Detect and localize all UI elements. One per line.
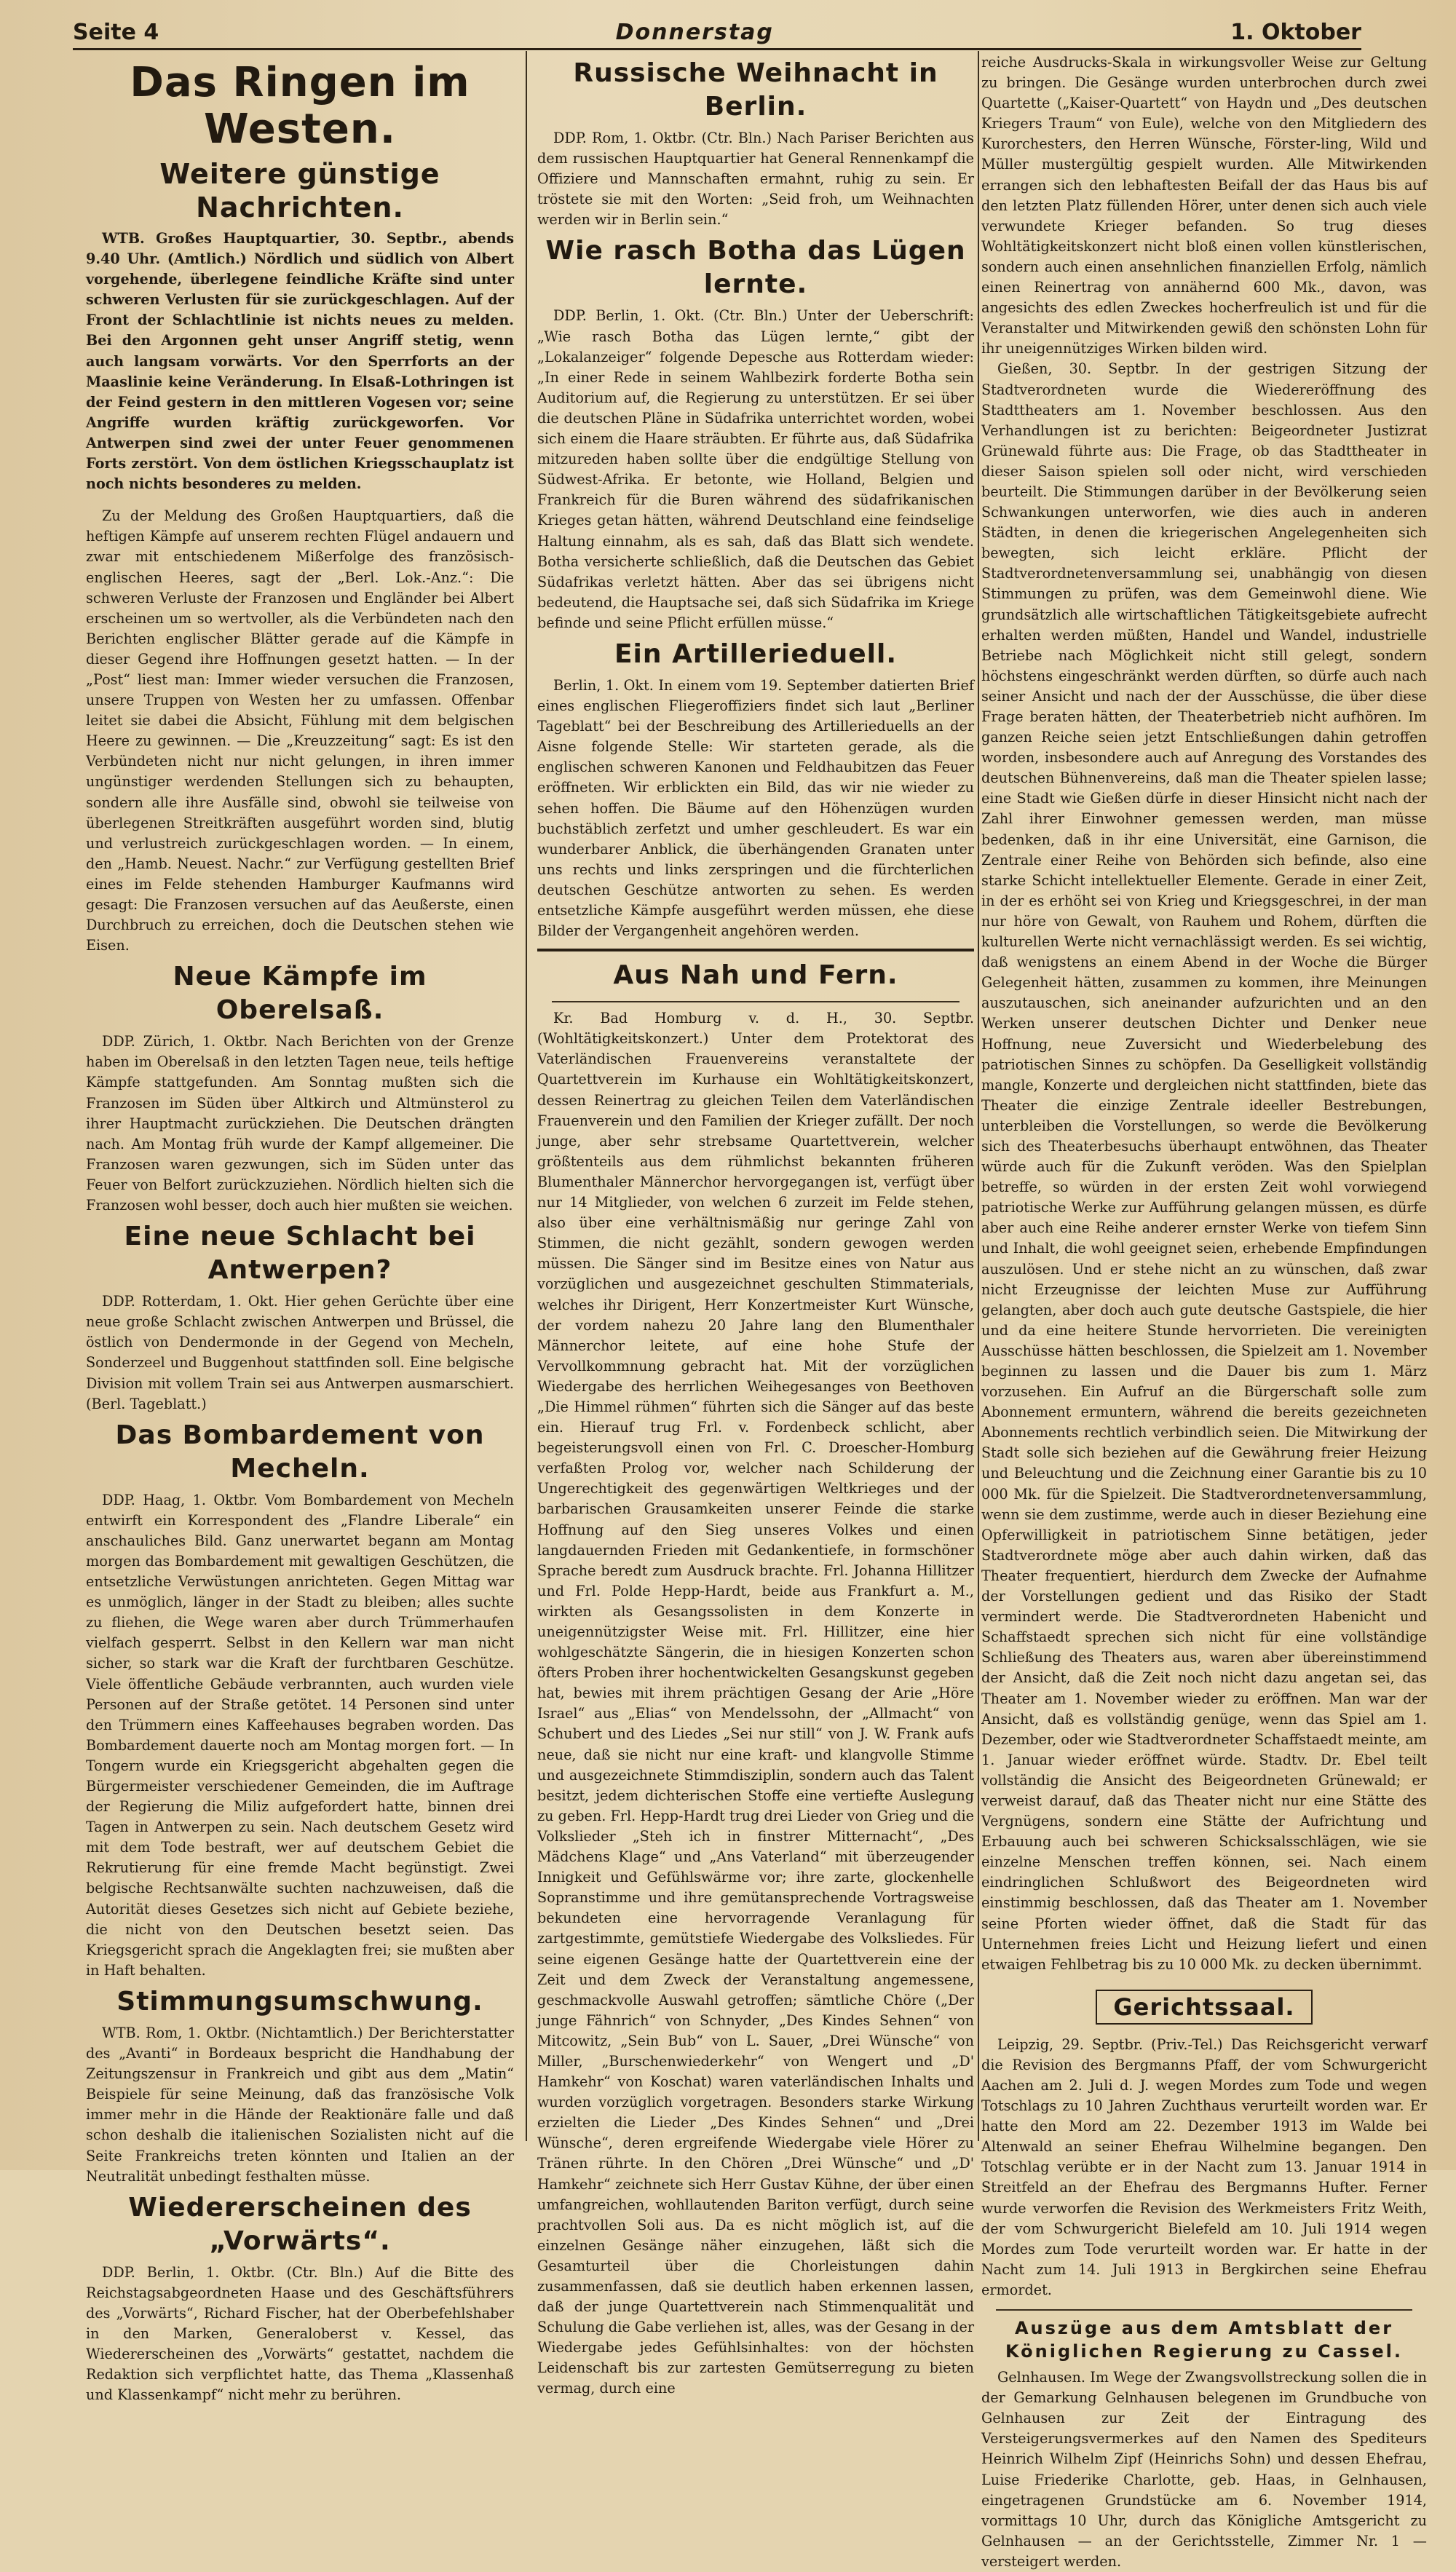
section-divider [537,949,974,951]
headline-botha: Wie rasch Botha das Lügen lernte. [545,236,966,300]
article-antwerpen: DDP. Rotterdam, 1. Okt. Hier gehen Gerüchte über eine neue große Schlacht zwischen Antwerpen und Brüssel, die östlich von Dendermonde in der Gegend von Mecheln, Sonderzeel und Buggenhout stattfinden soll. Eine belgische Division mit vollem Train sei aus Antwerpen ausmarschiert. (Berl. Tageblatt.) [86,1293,514,1412]
headline-weitere: Weitere günstige Nachrichten. [159,158,440,223]
article-vorwaerts: DDP. Berlin, 1. Oktbr. (Ctr. Bln.) Auf die Bitte des Reichstagsabgeordneten Haase und des Geschäftsführers des „Vorwärts“, Richard Fischer, hat der Oberbefehlshaber in den Marken, Generaloberst v. Kessel, das Wiedererscheinen des „Vorwärts“ gestattet, nachdem die Redaktion sich verpflichtet hatte, das Thema „Klassenhaß und Klassenkampf“ nicht mehr zu berühren. [86,2263,514,2404]
headline-ringen: Das Ringen im Westen. [130,59,470,153]
headline-weihnacht: Russische Weihnacht in Berlin. [573,58,938,122]
headline-vorwaerts: Wiedererscheinen des „Vorwärts“. [128,2192,472,2256]
headline-amtsblatt: Auszüge aus dem Amtsblatt der Königlichen Regierung zu Cassel. [1005,2318,1404,2362]
page-header [73,16,1361,50]
article-weihnacht: DDP. Rom, 1. Oktbr. (Ctr. Bln.) Nach Pariser Berichten aus dem russischen Hauptquartier hat General Rennenkampf die Offiziere und Mannschaften ermahnt, ruhig zu sein. Er tröstete sie mit den Worten: „Seid froh, um Weihnachten werden wir in Berlin sein.“ [537,130,974,229]
article-meldung: Zu der Meldung des Großen Hauptquartiers, daß die heftigen Kämpfe auf unserem rechten Flügel andauern und zwar mit entschiedenem Mißerfolge des französisch-englischen Heeres, sagt der „Berl. Lok.-Anz.“: Die schweren Verluste der Franzosen und Engländer bei Albert erscheinen um so wertvoller, als die Verbündeten nach den Berichten englischer Blätter gerade auf die Kämpfe in dieser Gegend ihre Hoffnungen gesetzt hatten. — In der „Post“ liest man: Immer wieder versuchen die Franzosen, unsere Truppen von Westen her zu umfassen. Offenbar leitet sie dabei die Absicht, Fühlung mit dem belgischen Heere zu gewinnen. — Die „Kreuzzeitung“ sagt: Es ist den Verbündeten nicht nur nicht gelungen, in ihren immer ungünstiger werdenden Stellungen sich zu behaupten, sondern alle ihre Ausfälle sind, obwohl sie teilweise von überlegenen Streitkräften ausgeführt worden sind, blutig und verlustreich zurückgeschlagen worden. — In einem, den „Hamb. Neuest. Nachr.“ zur Verfügung gestellten Brief eines im Felde stehenden Hamburger Kaufmanns wird gesagt: Die Franzosen versuchen auf das Aeußerste, einen Durchbruch zu erreichen, doch die Deutschen stehen wie Eisen. [86,507,514,954]
article-mecheln: DDP. Haag, 1. Oktbr. Vom Bombardement von Mecheln entwirft ein Korrespondent des „Flandre Liberale“ ein anschauliches Bild. Ganz unerwartet begann am Montag morgen das Bombardement mit gewaltigen Geschützen, die entsetzliche Verwüstungen anrichteten. Gegen Mittag war es unmöglich, länger in der Stadt zu bleiben; alles suchte zu fliehen, die Wege waren aber durch Trümmerhaufen vielfach gesperrt. Selbst in den Kellern war man nicht sicher, so stark war die Kraft der furchtbaren Geschütze. Viele öffentliche Gebäude verbrannten, auch wurden viele Personen auf der Straße getötet. 14 Personen sind unter den Trümmern eines Kaffeehauses begraben worden. Das Bombardement dauerte noch am Montag morgen fort. — In Tongern wurde ein Kriegsgericht abgehalten gegen die Bürgermeister verschiedener Gemeinden, die im Auftrage der Regierung die Miliz aufgefordert hatte, binnen drei Tagen in Antwerpen zu sein. Nach deutschem Gesetz wird mit dem Tode bestraft, wer auf deutschem Gebiet die Rekrutierung für eine fremde Macht begünstigt. Zwei belgische Rechtsanwälte suchten nachzuweisen, daß die Autorität dieses Gesetzes sich nicht auf Gebiete beziehe, die nicht von den Deutschen besetzt seien. Das Kriegsgericht sprach die Angeklagten frei; sie mußten aber in Haft behalten. [86,1491,514,1979]
column-1 [86,52,514,2404]
headline-stimmung: Stimmungsumschwung. [116,1986,483,2017]
headline-gerichtssaal: Gerichtssaal. [1096,1990,1312,2025]
article-artillerie: Berlin, 1. Okt. In einem vom 19. September datierten Brief eines englischen Fliegeroffiziers findet sich laut „Berliner Tageblatt“ bei der Beschreibung des Artillerieduells an der Aisne folgende Stelle: Wir starteten gerade, als die englischen schweren Kanonen und Feldhaubitzen das Feuer eröffneten. Wir erblickten ein Bild, das wir nie wieder zu sehen hoffen. Die Bäume auf den Höhenzügen wurden buchstäblich zerfetzt und umher geschleudert. Es war ein wunderbarer Anblick, die überhängenden Granaten unter uns rechts und links zerspringen und die fürchterlichen deutschen Geschütze antworten zu sehen. Es werden entsetzliche Kämpfe ausgeführt werden müssen, ehe diese Bilder der Vergangenheit angehören werden. [537,676,974,940]
headline-nah-fern: Aus Nah und Fern. [613,960,898,991]
article-leipzig: Leipzig, 29. Septbr. (Priv.-Tel.) Das Reichsgericht verwarf die Revision des Bergmanns Pfaff, der vom Schwurgericht Aachen am 2. Juli d. J. wegen Mordes zum Tode und wegen Totschlags zu 10 Jahren Zuchthaus verurteilt worden war. Er hatte den Mord am 22. Dezember 1913 im Walde bei Altenwald an seiner Ehefrau Wilhelmine begangen. Den Totschlag verübte er in der Nacht zum 13. Januar 1914 in Streitfeld an der Ehefrau des Bergmanns Hufter. Ferner wurde verworfen die Revision des Werkmeisters Fritz Weith, der vom Schwurgericht Bielefeld am 10. Juli 1914 wegen Mordes zum Tode verurteilt worden war. Er hatte in der Nacht zum 14. Juli 1913 in Bergkirchen seine Ehefrau ermordet. [981,2035,1427,2298]
column-3 [981,52,1427,2570]
page-number: Seite 4 [73,19,159,45]
article-gelnhausen: Gelnhausen. Im Wege der Zwangsvollstreckung sollen die in der Gemarkung Gelnhausen belegenen im Grundbuche von Gelnhausen zur Zeit der Eintragung des Versteigerungsvermerkes auf den Namen des Spediteurs Heinrich Wilhelm Zipf (Heinrichs Sohn) und dessen Ehefrau, Luise Friederike Charlotte, geb. Haas, in Gelnhausen, eingetragenen Grundstücke am 6. November 1914, vormittags 10 Uhr, durch das Königliche Amtsgericht zu Gelnhausen — an der Gerichtsstelle, Zimmer Nr. 1 — versteigert werden. [981,2369,1427,2570]
section-divider [996,2309,1412,2311]
article-homburg-cont: reiche Ausdrucks-Skala in wirkungsvoller Weise zur Geltung zu bringen. Die Gesänge wurden unterbrochen durch zwei Quartette („Kaiser-Quartett“ von Haydn und „Des deutschen Kriegers Traum“ von Eule), welche von den Mitgliedern des Kurorchesters, den Herren Wünsche, Förster-ling, Wild und Müller mustergültig gespielt wurden. Alle Mitwirkenden errangen sich den lebhaftesten Beifall der das Haus bis auf den letzten Platz füllenden Hörer, unter denen sich auch viele verwundete Krieger befanden. So trug dieses Wohltätigkeitskonzert nicht bloß einen vollen künstlerischen, sondern auch einen ansehnlichen finanziellen Erfolg, nämlich einen Reinertrag von annähernd 600 Mk., davon, was angesichts des edlen Zweckes hocherfreulich ist und für die Veranstalter und Mitwirkenden gewiß den schönsten Lohn für ihr uneigennütziges Wirken bilden wird. [981,54,1427,357]
column-2 [537,52,974,2397]
article-oberelsass: DDP. Zürich, 1. Oktbr. Nach Berichten von der Grenze haben im Oberelsaß in den letzten Tagen neue, teils heftige Kämpfe stattgefunden. Am Sonntag mußten sich die Franzosen im Süden über Altkirch und Altmünsterol zu ihrer Hauptmacht zurückziehen. Die Deutschen drängten nach. Am Montag früh wurde der Kampf allgemeiner. Die Franzosen waren gezwungen, sich im Süden unter das Feuer von Belfort zurückzuziehen. Nördlich hielten sich die Franzosen wohl besser, doch auch hier mußten sie weichen. [86,1033,514,1214]
headline-antwerpen: Eine neue Schlacht bei Antwerpen? [124,1222,476,1286]
column-rule [526,51,527,2141]
weekday: Donnerstag [615,19,774,45]
headline-mecheln: Das Bombardement von Mecheln. [115,1420,485,1484]
article-giessen: Gießen, 30. Septbr. In der gestrigen Sitzung der Stadtverordneten wurde die Wiedereröffnung des Stadttheaters am 1. November beschlossen. Aus den Verhandlungen ist zu berichten: Beigeordneter Justizrat Grünewald führte aus: Die Frage, ob das Stadttheater in dieser Saison spielen soll oder nicht, wird verschieden beurteilt. Die Stimmungen darüber in der Bevölkerung seien Schwankungen unterworfen, wie dies auch in anderen Städten, in denen die kriegerischen Angelegenheiten sich bewegten, sich leicht erkläre. Pflicht der Stadtverordnetenversammlung sei, unabhängig von diesen Stimmungen zu prüfen, was dem Gemeinwohl diene. Wie grundsätzlich alle wirtschaftlichen Tätigkeitsgebiete aufrecht erhalten werden müßten, Handel und Wandel, industrielle Betriebe nach Möglichkeit nicht still gelegt, sondern höchstens eingeschränkt werden dürften, so dürfe auch nach seiner Ansicht und nach der der Ausschüsse, die über diese Frage beraten hätten, der Theaterbetrieb nicht aufhören. Im ganzen Reiche seien jetzt Entschließungen dahin getroffen worden, insbesondere auch auf Anregung des Vorstandes des deutschen Bühnenvereins, daß man die Theater spielen lasse; eine Stadt wie Gießen dürfe in dieser Hinsicht nicht nach der Zahl ihrer Einwohner gemessen werden, man müsse bedenken, daß in ihr eine Universität, eine Garnison, die Zentrale einer Reihe von Behörden sich befinde, also eine starke Schicht intellektueller Elemente. Gerade in einer Zeit, in der es erhöht sei von Krieg und Kriegsgeschrei, in der man nur höre von Gewalt, von Rauhem und Rohem, dürften die kulturellen Werte nicht vernachlässigt werden. Es sei wichtig, daß wenigstens an einem Abend in der Woche die Bürger Gelegenheit hätten, zusammen zu kommen, ihre Meinungen auszutauschen, sich aneinander aufzurichten und an den Werken unserer deutschen Dichter und Denker neue Hoffnung, neue Zuversicht und Wiederbelebung des patriotischen Sinnes zu schöpfen. Da Geselligkeit vollständig mangle, Konzerte und dergleichen nicht stattfinden, biete das Theater die einzige Zentrale ideeller Bestrebungen, unterbleiben die Vorstellungen, so werde die Bevölkerung sich des Theaterbesuchs überhaupt entwöhnen, das Theater würde auch für die Zukunft veröden. Was den Spielplan betreffe, so würden in der ersten Zeit wohl vorwiegend patriotische Werke zur Aufführung gelangen müssen, es dürfe aber auch eine Reihe anderer ernster Werke von tiefem Sinn und Inhalt, die wohl geeignet seien, erhebende Empfindungen auszulösen. Und er stehe nicht an zu wünschen, daß zwar nicht Erzeugnisse der leichten Muse zur Aufführung gelangten, aber doch auch gute deutsche Gastspiele, die hier und da eine heitere Stunde hervorrieten. Die vereinigten Ausschüsse hätten beschlossen, die Spielzeit am 1. November beginnen zu lassen und die Dauer bis zum 1. März vorzusehen. Ein Aufruf an die Bürgerschaft solle zum Abonnement ermuntern, während die bereits gezeichneten Abonnements rechtlich verbindlich seien. Die Mitwirkung der Stadt solle sich beziehen auf die Gewährung freier Heizung und Beleuchtung und die Zeichnung einer Garantie bis zu 10 000 Mk. für die Spielzeit. Die Stadtverordnetenversammlung, wenn sie dem zustimme, werde auch in dieser Beziehung eine Opferwilligkeit in patriotischem Sinne betätigen, jeder Stadtverordnete möge aber auch dahin wirken, daß das Theater frequentiert, hierdurch dem Zwecke der Aufnahme der Vorstellungen gedient und das Risiko der Stadt vermindert werde. Die Stadtverordneten Habenicht und Schaffstaedt sprechen sich nicht für eine vollständige Schließung des Theaters aus, waren aber übereinstimmend der Ansicht, daß die Zeit noch nicht dazu angetan sei, das Theater am 1. November wieder zu eröffnen. Man war der Ansicht, daß es vollständig genüge, wenn das Spiel am 1. Dezember, oder wie Stadtverordneter Schaffstaedt meinte, am 1. Januar wieder eröffnet würde. Stadtv. Dr. Ebel teilt vollständig die Ansicht des Beigeordneten Grünewald; er verweist darauf, daß das Theater nicht nur eine Stätte des Vergnügens, sondern eine Stätte der Aufrichtung und Erbauung auch bei schweren Schicksalsschlägen, wie sie einzelne Menschen treffen können, sei. Nach einem eindringlichen Schlußwort des Beigeordneten wird einstimmig beschlossen, daß das Theater am 1. November seine Pforten wieder öffnet, daß die Stadt für das Unternehmen freies Licht und Heizung liefert und einen etwaigen Fehlbetrag bis zu 10 000 Mk. zu decken übernimmt. [981,360,1427,1973]
article-hauptquartier: WTB. Großes Hauptquartier, 30. Septbr., abends 9.40 Uhr. (Amtlich.) Nördlich und südlich von Albert vorgehende, überlegene feindliche Kräfte sind unter schweren Verlusten für sie zurückgeschlagen. Auf der Front der Schlachtlinie ist nichts neues zu melden. Bei den Argonnen geht unser Angriff stetig, wenn auch langsam vorwärts. Vor den Sperrforts an der Maaslinie keine Veränderung. In Elsaß-Lothringen ist der Feind gestern in den mittleren Vogesen vor; seine Angriffe wurden kräftig zurückgeworfen. Vor Antwerpen sind zwei der unter Feuer genommenen Forts zerstört. Von dem östlichen Kriegsschauplatz ist noch nichts besonderes zu melden. [86,230,514,493]
date: 1. Oktober [1230,19,1361,45]
gerichtssaal-box [981,1985,1427,2029]
headline-oberelsass: Neue Kämpfe im Oberelsaß. [173,962,427,1026]
article-homburg: Kr. Bad Homburg v. d. H., 30. Septbr. (Wohltätigkeitskonzert.) Unter dem Protektorat des Vaterländischen Frauenvereins veranstaltete der Quartettverein im Kurhause ein Wohltätigkeitskonzert, dessen Reinertrag zu gleichen Teilen dem Vaterländischen Frauenverein und den Familien der Krieger zufällt. Der noch junge, aber sehr strebsame Quartettverein, welcher größtenteils aus dem rühmlichst bekannten früheren Blumenthaler Männerchor hervorgegangen ist, verfügt über nur 14 Mitglieder, von welchen 6 zurzeit im Felde stehen, also über eine verhältnismäßig nur geringe Zahl von Stimmen, die nicht gezählt, sondern gewogen werden müssen. Die Sänger sind im Besitze eines von Natur aus vorzüglichen und ausgezeichnet geschulten Stimmaterials, welches ihr Dirigent, Herr Konzertmeister Kurt Wünsche, der vordem nahezu 20 Jahre lang den Blumenthaler Männerchor leitete, auf eine hohe Stufe der Vervollkommnung gebracht hat. Mit der vorzüglichen Wiedergabe des herrlichen Weihegesanges von Beethoven „Die Himmel rühmen“ führten sich die Sänger auf das beste ein. Hierauf trug Frl. v. Fordenbeck schlicht, aber begeisterungsvoll einen von Frl. C. Droescher-Homburg verfaßten Prolog vor, welcher nach Schilderung der Ungerechtigkeit des gegenwärtigen Weltkrieges und der barbarischen Grausamkeiten unserer Feinde die starke Hoffnung auf den Sieg unseres Volkes und einen langdauernden Frieden mit Gedankentiefe, in formschöner Sprache beredt zum Ausdruck brachte. Frl. Johanna Hillitzer und Frl. Polde Hepp-Hardt, beide aus Frankfurt a. M., wirkten als Gesangssolisten in dem Konzerte in uneigennützigster Weise mit. Frl. Hillitzer, eine hier wohlgeschätzte Sängerin, die in hiesigen Konzerten schon öfters Proben ihrer hochentwickelten Gesangskunst gegeben hat, bewies mit ihrem prächtigen Gesang der Arie „Höre Israel“ aus „Elias“ von Mendelssohn, der „Allmacht“ von Schubert und des Liedes „Sei nur still“ von J. W. Frank aufs neue, daß sie nicht nur eine kraft- und klangvolle Stimme und ausgezeichnete Stimmdisziplin, sondern auch das Talent besitzt, jedem dichterischen Stoffe eine vertiefte Auslegung zu geben. Frl. Hepp-Hardt trug drei Lieder von Grieg und die Volkslieder „Steh ich in finstrer Mitternacht“, „Des Mädchens Klage“ und „Ans Vaterland“ mit überzeugender Innigkeit und Gefühlswärme vor; ihre zarte, glockenhelle Sopranstimme und ihre gemütansprechende Vortragsweise bekundeten eine hervorragende Veranlagung für zartgestimmte, gemütstiefe Wiedergabe des Volksliedes. Für seine eigenen Gesänge hatte der Quartettverein eine der Zeit und dem Zweck der Veranstaltung angemessene, geschmackvolle Auswahl getroffen; sämtliche Chöre („Der junge Fähnrich“ von Schnyder, „Des Kindes Sehnen“ von Mitcowitz, „Sein Bub“ von L. Sauer, „Drei Wünsche“ von Miller, „Burschenwiederkehr“ von Wengert und „D' Hamkehr“ von Koschat) waren vaterländischen Inhalts und wurden vorzüglich vorgetragen. Besonders starke Wirkung erzielten die Lieder „Des Kindes Sehnen“ und „Drei Wünsche“, deren ergreifende Wiedergabe viele Hörer zu Tränen rührte. In den Chören „Drei Wünsche“ und „D' Hamkehr“ zeichnete sich Herr Gustav Kühne, der über einen umfangreichen, wohllautenden Bariton verfügt, durch seine prachtvollen Soli aus. Da es nicht möglich ist, auf die einzelnen Gesänge näher einzugehen, läßt sich die Gesamturteil über die Chorleistungen dahin zusammenfassen, daß sie deutlich haben erkennen lassen, daß der junge Quartettverein nach Stimmenqualität und Schulung die Gabe verliehen ist, alles, was der Gesang in der Wiedergabe jedes Gefühlsinhaltes: von der höchsten Leidenschaft bis zur zartesten Gemütserregung zu bieten vermag, durch eine [537,1010,974,2397]
column-rule [978,51,979,2141]
section-divider [552,1001,960,1002]
headline-artillerie: Ein Artillerieduell. [614,638,898,669]
article-botha: DDP. Berlin, 1. Okt. (Ctr. Bln.) Unter der Ueberschrift: „Wie rasch Botha das Lügen lernte,“ gibt der „Lokalanzeiger“ folgende Depesche aus Rotterdam wieder: „In einer Rede in seinem Wahlbezirk forderte Botha sein Auditorium auf, die Regierung zu unterstützen. Er sei über die deutschen Pläne in Südafrika unterrichtet worden, wobei sich einem die Haare sträubten. Er führte aus, daß Südafrika mitzureden haben sollte über die endgültige Stellung von Südwest-Afrika. Er betonte, wie Holland, Belgien und Frankreich für die Buren während des südafrikanischen Krieges getan hätten, während Deutschland eine feindselige Haltung einnahm, als es sah, daß das Blatt sich wendete. Botha versicherte schließlich, daß die Deutschen das Gebiet Südafrikas verletzt hätten. Aber das sei übrigens nicht bedeutend, die Hauptsache sei, daß sich Südafrika im Kriege befinde und seine Pflicht erfüllen müsse.“ [537,307,974,631]
article-stimmung: WTB. Rom, 1. Oktbr. (Nichtamtlich.) Der Berichterstatter des „Avanti“ in Bordeaux bespricht die Handhabung der Zeitungszensur in Frankreich und gibt aus dem „Matin“ Beispiele für seine Meinung, daß das französische Volk immer mehr in die Hände der Reaktionäre falle und daß schon deshalb die italienischen Sozialisten nicht auf die Seite Frankreichs treten könnten und Italien an der Neutralität unbedingt festhalten müsse. [86,2024,514,2185]
